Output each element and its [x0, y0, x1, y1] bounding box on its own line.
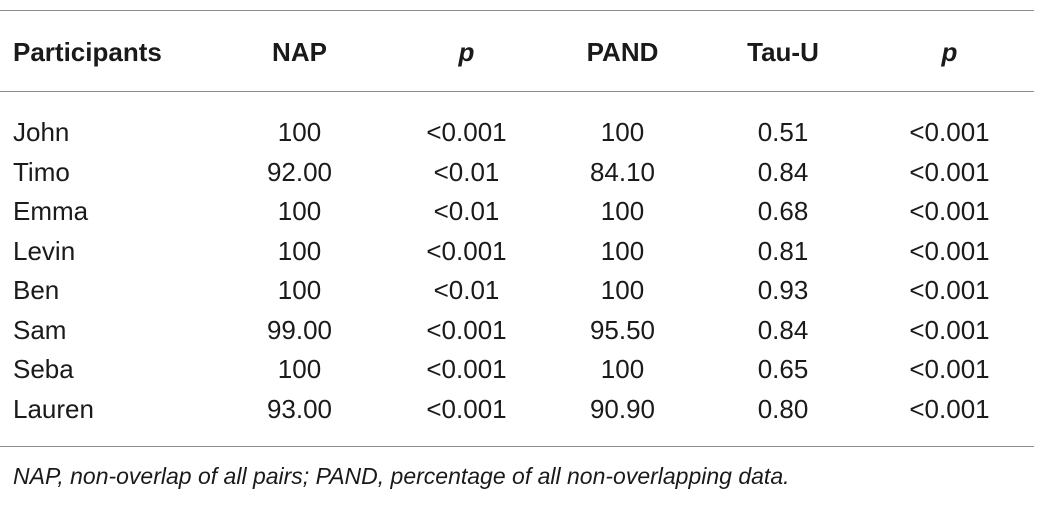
table-row — [0, 153, 1034, 193]
cell-tau-u: 0.51 — [757, 117, 809, 147]
cell-p-nap: <0.001 — [426, 314, 507, 345]
cell-p-tau-u: <0.001 — [909, 393, 990, 424]
cell-tau-u: 0.84 — [757, 156, 809, 187]
cell-participant: John — [13, 117, 70, 147]
cell-p-nap: <0.001 — [426, 117, 507, 147]
cell-pand: 100 — [600, 354, 645, 384]
cell-p-tau-u: <0.001 — [909, 235, 990, 266]
cell-nap: 100 — [277, 196, 322, 226]
table-row — [0, 271, 1034, 311]
cell-pand: 84.10 — [589, 156, 656, 187]
cell-p-nap: <0.001 — [426, 235, 507, 266]
table-row — [0, 390, 1034, 430]
cell-participant: Lauren — [13, 393, 94, 424]
cell-tau-u: 0.65 — [757, 354, 809, 384]
cell-p-nap: <0.01 — [433, 156, 500, 187]
cell-tau-u: 0.80 — [757, 393, 809, 424]
cell-p-tau-u: <0.001 — [909, 117, 990, 147]
table-footnote: NAP, non-overlap of all pairs; PAND, percentage of all non-overlapping data. — [13, 463, 790, 489]
cell-nap: 99.00 — [266, 314, 333, 345]
cell-nap: 92.00 — [266, 156, 333, 187]
table-row — [0, 350, 1034, 390]
cell-pand: 100 — [600, 117, 645, 147]
table-header-rule — [0, 91, 1034, 92]
cell-pand: 100 — [600, 275, 645, 305]
table-row — [0, 192, 1034, 232]
cell-nap: 100 — [277, 117, 322, 147]
cell-p-tau-u: <0.001 — [909, 156, 990, 187]
table-top-rule — [0, 10, 1034, 11]
table-row — [0, 113, 1034, 153]
column-header-pand: PAND — [586, 37, 659, 67]
cell-participant: Seba — [13, 354, 74, 384]
cell-p-nap: <0.001 — [426, 393, 507, 424]
cell-pand: 100 — [600, 196, 645, 226]
cell-p-tau-u: <0.001 — [909, 354, 990, 384]
cell-p-nap: <0.01 — [433, 196, 500, 226]
cell-participant: Levin — [13, 235, 76, 266]
cell-tau-u: 0.93 — [757, 275, 809, 305]
cell-participant: Sam — [13, 314, 67, 345]
cell-nap: 100 — [277, 354, 322, 384]
cell-participant: Timo — [13, 156, 70, 187]
cell-p-tau-u: <0.001 — [909, 275, 990, 305]
cell-pand: 100 — [600, 235, 645, 266]
cell-p-tau-u: <0.001 — [909, 196, 990, 226]
table-row — [0, 311, 1034, 351]
cell-tau-u: 0.68 — [757, 196, 809, 226]
table-header — [0, 32, 1034, 72]
cell-nap: 100 — [277, 235, 322, 266]
column-header-p-nap: p — [458, 37, 475, 67]
column-header-tau-u: Tau-U — [747, 37, 819, 67]
cell-participant: Ben — [13, 275, 60, 305]
cell-tau-u: 0.84 — [757, 314, 809, 345]
header-row — [0, 32, 1034, 72]
table-row — [0, 232, 1034, 272]
cell-participant: Emma — [13, 196, 89, 226]
cell-nap: 100 — [277, 275, 322, 305]
cell-p-nap: <0.01 — [433, 275, 500, 305]
column-header-participants: Participants — [13, 37, 162, 67]
cell-tau-u: 0.81 — [757, 235, 809, 266]
cell-p-nap: <0.001 — [426, 354, 507, 384]
cell-pand: 90.90 — [589, 393, 656, 424]
table-bottom-rule — [0, 446, 1034, 447]
cell-p-tau-u: <0.001 — [909, 314, 990, 345]
cell-pand: 95.50 — [589, 314, 656, 345]
table-body — [0, 113, 1034, 429]
column-header-nap: NAP — [272, 37, 327, 67]
column-header-p-tau-u: p — [941, 37, 958, 67]
cell-nap: 93.00 — [266, 393, 333, 424]
